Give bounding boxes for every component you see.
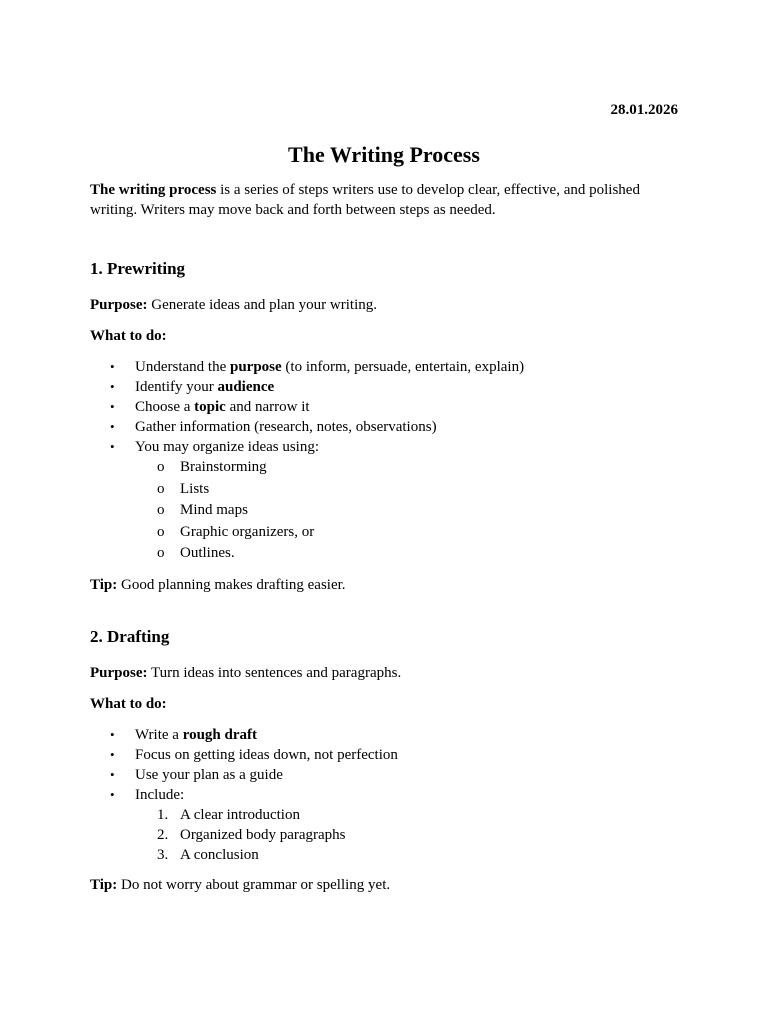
list-item: • Focus on getting ideas down, not perfection: [110, 747, 398, 764]
item-number: 2.: [157, 827, 169, 844]
document-title: The Writing Process: [288, 142, 480, 167]
tip-line: [90, 575, 678, 595]
item-number: 3.: [157, 847, 169, 864]
tip-text: Good planning makes drafting easier.: [117, 576, 346, 593]
purpose-label: Purpose:: [90, 664, 148, 681]
circle-bullet-icon: o: [157, 459, 165, 476]
item-number: 1.: [157, 807, 169, 824]
intro-bold-term: The writing process: [90, 182, 217, 198]
tip-line: [90, 875, 678, 895]
what-to-do-label: What to do:: [90, 696, 167, 713]
list-item: • Identify your audience: [110, 379, 275, 396]
bullet-icon: •: [110, 727, 115, 743]
include-sublist: [135, 805, 678, 865]
sub-list-item: o Brainstorming: [135, 457, 678, 479]
bullet-icon: •: [110, 399, 115, 415]
bullet-icon: •: [110, 379, 115, 395]
sub-list-item: 2. Organized body paragraphs: [157, 827, 346, 844]
purpose-text: Turn ideas into sentences and paragraphs.: [147, 664, 402, 681]
list-item: • Write a rough draft: [110, 727, 258, 744]
purpose-line: [90, 663, 678, 683]
sub-list-item: o Outlines.: [135, 543, 678, 565]
section-heading: 1. Prewriting: [90, 259, 186, 278]
bullet-icon: •: [110, 419, 115, 435]
list-item: • Use your plan as a guide: [110, 767, 283, 784]
sub-list-item: o Graphic organizers, or: [135, 522, 678, 544]
bullet-icon: •: [110, 747, 115, 763]
sub-list-item: 3. A conclusion: [157, 847, 259, 864]
section-drafting: [90, 626, 678, 907]
list-item: • Gather information (research, notes, observations): [110, 419, 437, 436]
tip-text: Do not worry about grammar or spelling yet.: [117, 877, 391, 894]
bullet-icon: •: [110, 439, 115, 455]
purpose-line: [90, 295, 678, 315]
circle-bullet-icon: o: [157, 545, 165, 562]
tip-label: Tip:: [90, 576, 118, 593]
organize-ideas-sublist: [135, 457, 678, 565]
sub-list-item: 1. A clear introduction: [157, 807, 300, 824]
purpose-label: Purpose:: [90, 296, 148, 313]
circle-bullet-icon: o: [157, 480, 165, 497]
list-item: • Understand the purpose (to inform, persuade, entertain, explain): [110, 359, 525, 376]
bullet-icon: •: [110, 359, 115, 375]
sub-list-item: o Lists: [135, 479, 678, 501]
bullet-icon: •: [110, 767, 115, 783]
circle-bullet-icon: o: [157, 502, 165, 519]
sub-list-item: o Mind maps: [135, 500, 678, 522]
what-to-do-label: What to do:: [90, 328, 167, 345]
prewriting-list: [90, 357, 678, 565]
document-date: 28.01.2026: [610, 102, 678, 118]
drafting-list: [90, 725, 678, 865]
bullet-icon: •: [110, 787, 115, 803]
section-prewriting: [90, 258, 678, 606]
intro-paragraph: [90, 180, 678, 221]
list-item: • Choose a topic and narrow it: [110, 399, 310, 416]
section-heading: 2. Drafting: [90, 627, 170, 646]
circle-bullet-icon: o: [157, 523, 165, 540]
intro-text: is a series of steps writers use to develop clear, effective, and polished writing. Writers may move back and forth between steps as needed.: [90, 182, 640, 219]
list-item: • You may organize ideas using: o Brainstorming o Lists o Mind maps o Graphic organizers, or o Outlines.: [90, 437, 678, 565]
list-item: • Include: 1. A clear introduction 2. Organized body paragraphs 3. A conclusion: [90, 785, 678, 865]
purpose-text: Generate ideas and plan your writing.: [147, 296, 378, 313]
tip-label: Tip:: [90, 877, 118, 894]
